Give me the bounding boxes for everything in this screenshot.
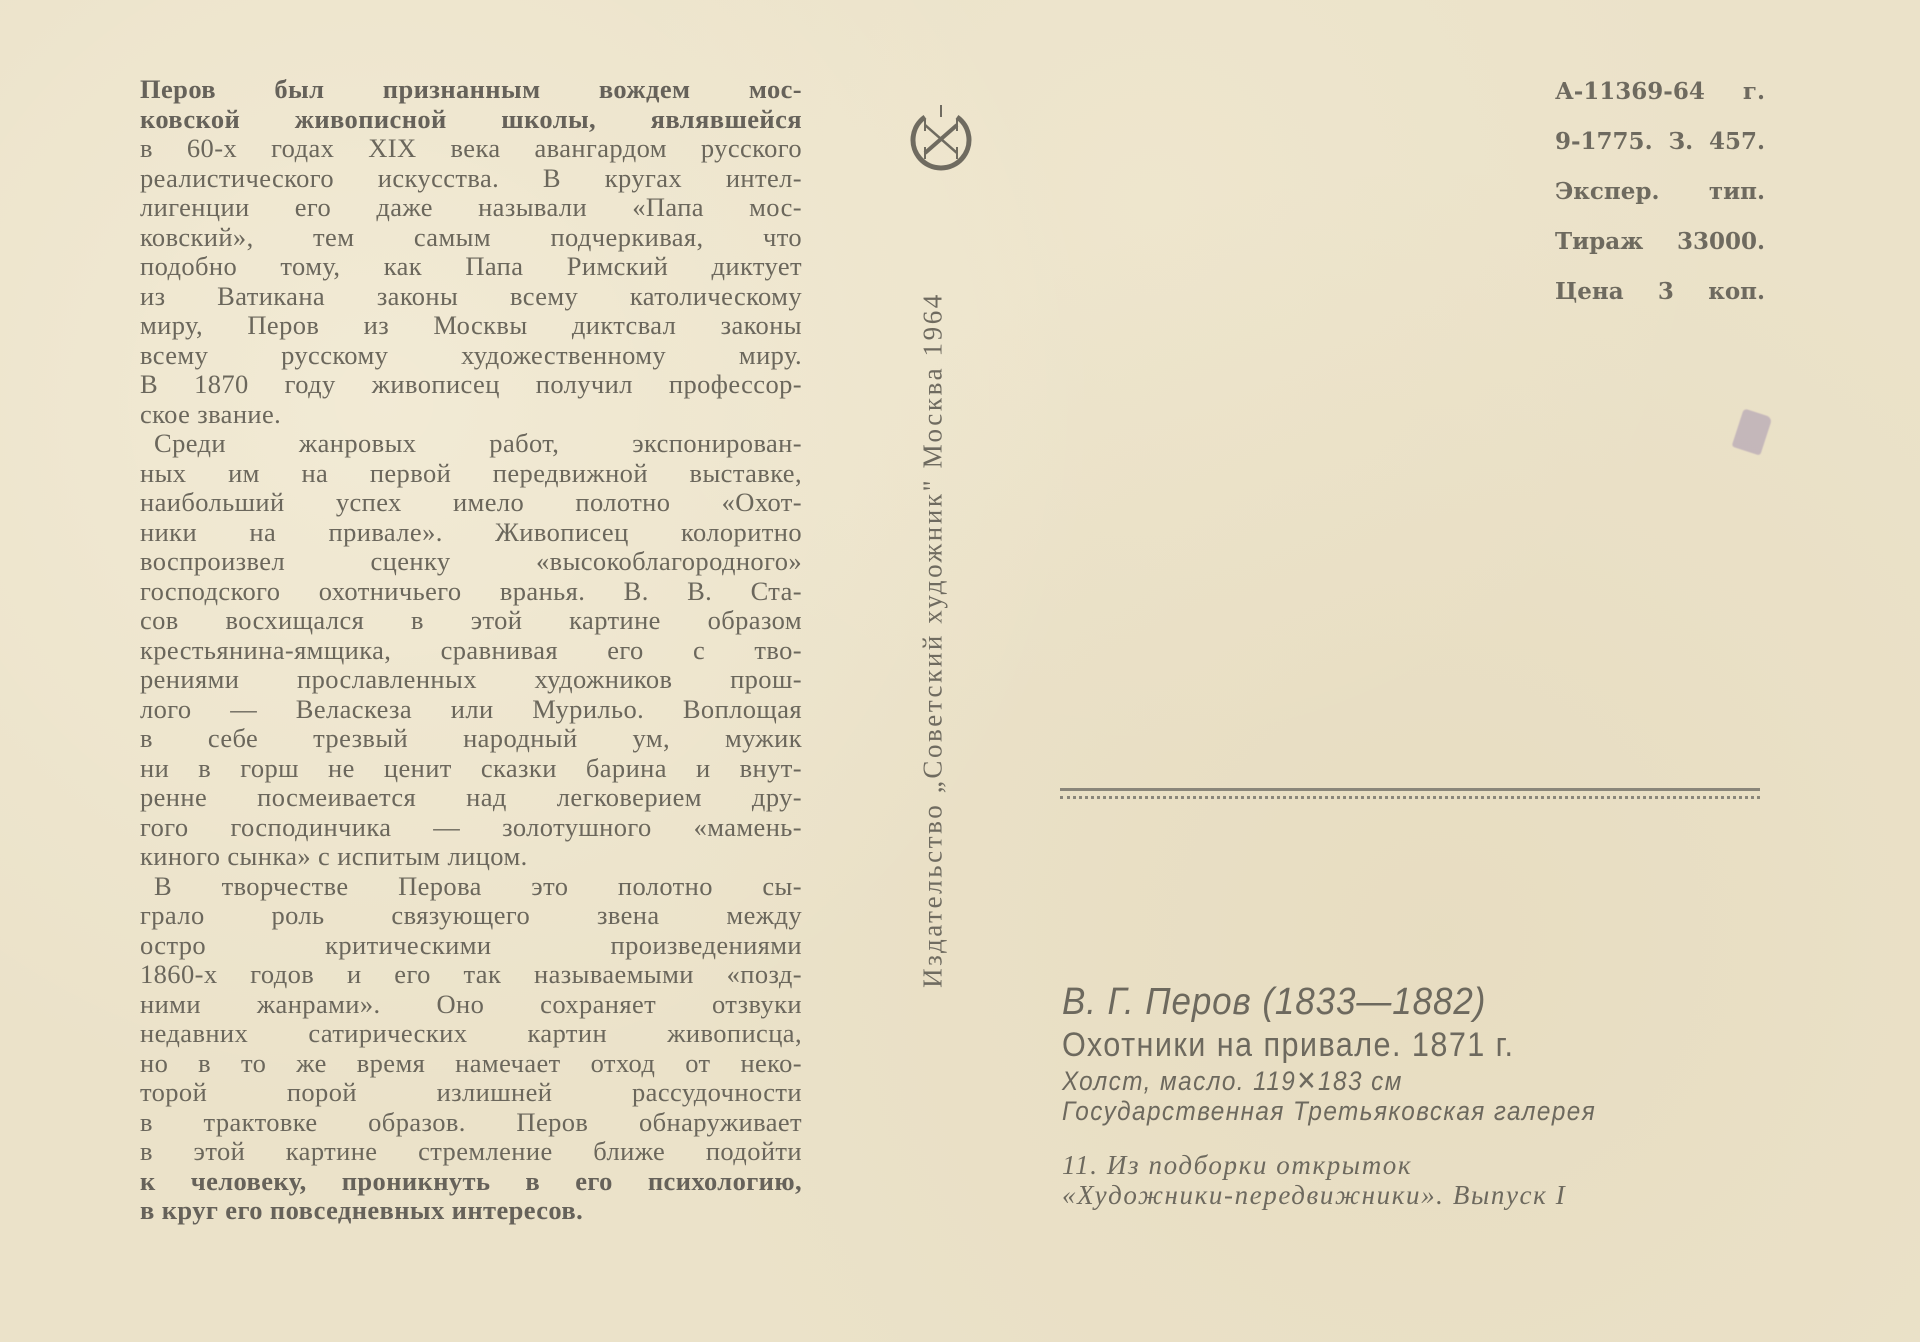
- imprint-row: 9-1775. З. 457.: [1555, 128, 1765, 155]
- text-line: ных им на первой передвижной выставке,: [140, 457, 802, 488]
- publisher-vertical-text: Издательство „Советский художник" Москва 1964: [917, 292, 948, 988]
- text-line: подобно тому, как Папа Римский диктует: [140, 251, 802, 281]
- text-line: остро критическими произведениями: [140, 929, 802, 960]
- text-line: Среди жанровых работ, экспонирован-: [154, 428, 802, 458]
- text-line: миру, Перов из Москвы диктсвал законы: [140, 310, 802, 340]
- series-line-1: 11. Из подборки открыток: [1062, 1150, 1413, 1180]
- text-line: ними жанрами». Оно сохраняет отзвуки: [140, 988, 802, 1019]
- text-line: Перов был признанным вождем мос-: [140, 74, 802, 104]
- text-line: ренне посмеивается над легковерием дру-: [140, 782, 802, 812]
- artwork-title: Охотники на привале. 1871 г.: [1062, 1026, 1515, 1064]
- text-line: господского охотничьего вранья. В. В. Ста-: [140, 575, 802, 606]
- text-line: ни в горш не ценит сказки барина и внут-: [140, 752, 802, 783]
- text-line: воспроизвел сценку «высокоблагородного»: [140, 546, 802, 576]
- text-line: к человеку, проникнуть в его психологию,: [140, 1165, 802, 1196]
- text-line: крестьянина-ямщика, сравнивая его с тво-: [140, 634, 802, 665]
- text-line: в 60-х годах XIX века авангардом русского: [140, 133, 802, 163]
- text-line: гого господинчика — золотушного «мамень-: [140, 811, 802, 842]
- text-line: в трактовке образов. Перов обнаруживает: [140, 1106, 802, 1137]
- imprint-block: [1555, 72, 1765, 322]
- text-line: рениями прославленных художников прош-: [140, 664, 802, 694]
- text-line: но в то же время намечает отход от неко-: [140, 1047, 802, 1078]
- text-line: всему русскому художественному миру.: [140, 339, 802, 370]
- text-line: лого — Веласкеза или Мурильо. Воплощая: [140, 693, 802, 724]
- artwork-caption: [1062, 980, 1762, 1210]
- imprint-row: Тираж 33000.: [1555, 228, 1765, 255]
- text-line: наибольший успех имело полотно «Охот-: [140, 487, 802, 517]
- text-line: реалистического искусства. В кругах интел-: [140, 162, 802, 193]
- text-line: недавних сатирических картин живописца,: [140, 1018, 802, 1048]
- stamp-mark: [1732, 408, 1773, 455]
- publisher-monogram-icon: [900, 98, 980, 188]
- text-line: киного сынка» с испитым лицом.: [140, 841, 528, 871]
- artist-name: В. Г. Перов (1833—1882): [1062, 981, 1487, 1023]
- text-line: в круг его повседневных интересов.: [140, 1195, 584, 1225]
- text-line: грало роль связующего звена между: [140, 900, 802, 930]
- series-line-2: «Художники-передвижники». Выпуск I: [1062, 1180, 1567, 1210]
- text-line: ники на привале». Живописец колоритно: [140, 516, 802, 547]
- address-line: [1060, 788, 1760, 791]
- text-line: лигенции его даже называли «Папа мос-: [140, 192, 802, 222]
- text-line: в этой картине стремление ближе подойти: [140, 1136, 802, 1166]
- imprint-row: Экспер. тип.: [1555, 178, 1765, 205]
- description-text: [140, 75, 802, 1226]
- text-line: В творчестве Перова это полотно сы-: [154, 870, 802, 901]
- museum-name: Государственная Третьяковская галерея: [1062, 1096, 1597, 1126]
- artwork-medium: Холст, масло. 119✕183 см: [1062, 1066, 1403, 1096]
- text-line: ковской живописной школы, являвшейся: [140, 103, 802, 134]
- imprint-row: А-11369-64 г.: [1555, 78, 1765, 105]
- text-line: В 1870 году живописец получил профессор-: [140, 369, 802, 399]
- imprint-row: Цена 3 коп.: [1555, 278, 1765, 305]
- text-line: сов восхищался в этой картине образом: [140, 605, 802, 635]
- address-dotted-line: [1060, 796, 1760, 799]
- text-line: торой порой излишней рассудочности: [140, 1077, 802, 1107]
- text-line: ское звание.: [140, 398, 282, 429]
- text-line: ковский», тем самым подчеркивая, что: [140, 221, 802, 252]
- text-line: 1860-х годов и его так называемыми «позд-: [140, 959, 802, 989]
- text-line: в себе трезвый народный ум, мужик: [140, 723, 802, 753]
- text-line: из Ватикана законы всему католическому: [140, 280, 802, 311]
